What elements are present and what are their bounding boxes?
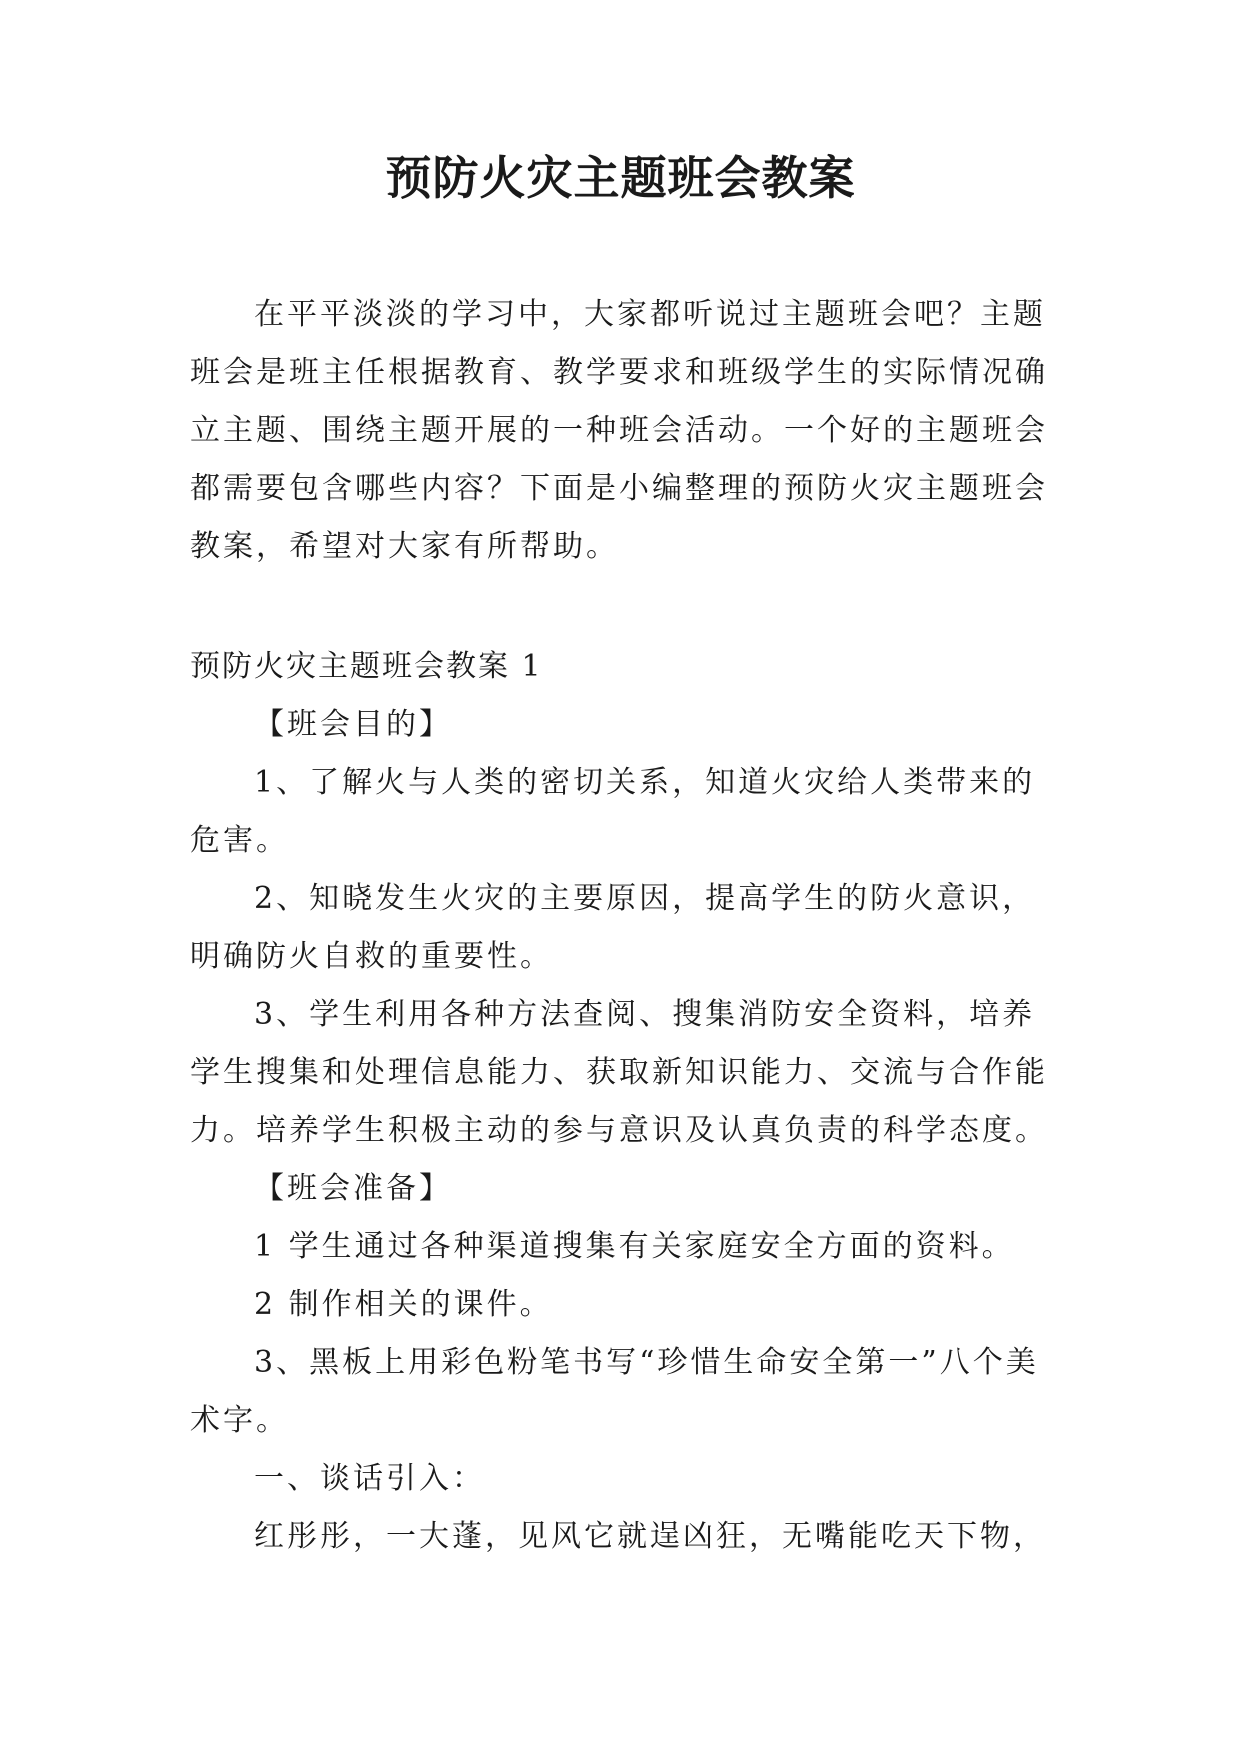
section-title: 预防火灾主题班会教案 1: [190, 649, 543, 684]
step-1-heading: 一、谈话引入：: [254, 1461, 485, 1496]
document-title: 预防火灾主题班会教案: [385, 151, 856, 205]
prep-item-2: 2 制作相关的课件。: [254, 1287, 553, 1322]
goal-heading: 【班会目的】: [254, 707, 452, 742]
riddle-line: 红彤彤，一大蓬，见风它就逞凶狂，无嘴能吃天下物，: [254, 1519, 1046, 1554]
goal-item-1: 1、了解火与人类的密切关系，知道火灾给人类带来的危害。: [190, 765, 1036, 858]
intro-paragraph: 在平平淡淡的学习中，大家都听说过主题班会吧？主题班会是班主任根据教育、教学要求和班级学生的实际情况确立主题、围绕主题开展的一种班会活动。一个好的主题班会都需要包含哪些内容？下面是小编整理的预防火灾主题班会教案，希望对大家有所帮助。: [190, 297, 1048, 564]
prep-heading: 【班会准备】: [254, 1171, 452, 1206]
goal-item-2: 2、知晓发生火灾的主要原因，提高学生的防火意识，明确防火自救的重要性。: [190, 881, 1036, 974]
prep-item-1: 1 学生通过各种渠道搜集有关家庭安全方面的资料。: [254, 1229, 1015, 1264]
lesson-plan-content: [190, 638, 1060, 1566]
goal-item-3: 3、学生利用各种方法查阅、搜集消防安全资料，培养学生搜集和处理信息能力、获取新知识能力、交流与合作能力。培养学生积极主动的参与意识及认真负责的科学态度。: [190, 997, 1048, 1148]
prep-item-3: 3、黑板上用彩色粉笔书写“珍惜生命安全第一”八个美术字。: [190, 1345, 1039, 1438]
